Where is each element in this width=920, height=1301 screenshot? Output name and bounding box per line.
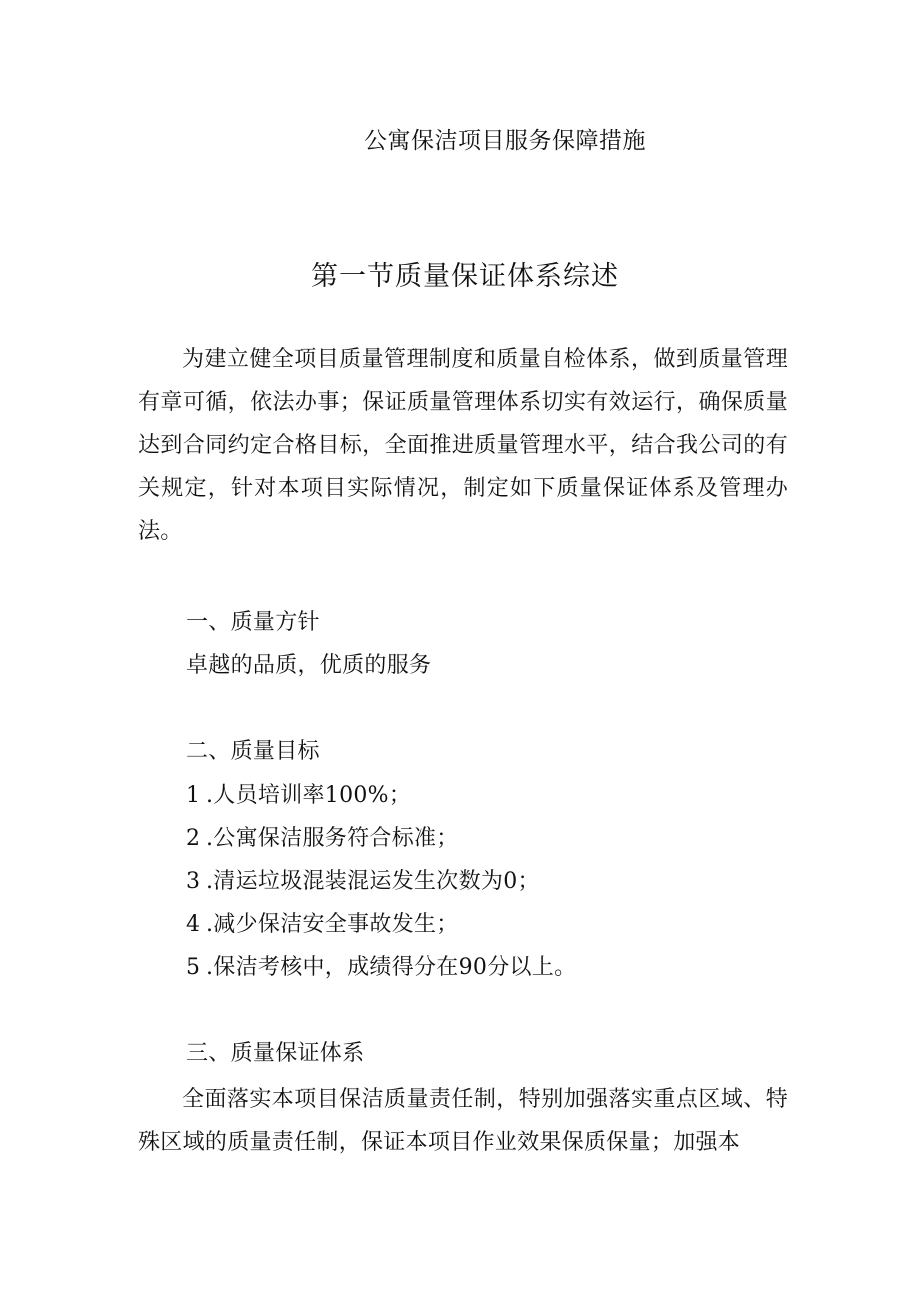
objective-item [186, 824, 459, 854]
objective-number: 5 [186, 955, 201, 980]
objective-text: .减少保洁安全事故发生； [206, 912, 459, 937]
objective-text: .公寓保洁服务符合标准； [206, 826, 459, 851]
quality-policy-heading: 一、质量方针 [186, 610, 320, 635]
objective-number: 3 [186, 869, 201, 894]
objective-number: 2 [186, 826, 201, 851]
section-title: 第一节质量保证体系综述 [311, 261, 619, 292]
objective-number: 1 [186, 783, 201, 808]
objective-text: .人员培训率100%； [206, 783, 412, 808]
quality-system-paragraph: 全面落实本项目保洁质量责任制，特别加强落实重点区域、特殊区域的质量责任制，保证本项目作业效果保质保量；加强本 [138, 1087, 788, 1155]
objective-text: .保洁考核中，成绩得分在90分以上。 [206, 955, 577, 980]
quality-system-heading: 三、质量保证体系 [186, 1041, 365, 1066]
objective-item [186, 867, 540, 897]
quality-policy-text: 卓越的品质，优质的服务 [186, 653, 432, 678]
objective-text: .清运垃圾混装混运发生次数为0； [206, 869, 540, 894]
objective-item [186, 953, 576, 983]
document-title: 公寓保洁项目服务保障措施 [364, 128, 646, 154]
intro-paragraph: 为建立健全项目质量管理制度和质量自检体系，做到质量管理有章可循，依法办事；保证质量管理体系切实有效运行，确保质量达到合同约定合格目标，全面推进质量管理水平，结合我公司的有关规定，针对本项目实际情况，制定如下质量保证体系及管理办法。 [138, 347, 788, 544]
objective-item [186, 910, 459, 940]
objective-number: 4 [186, 912, 201, 937]
objective-item [186, 781, 411, 811]
quality-objectives-heading: 二、质量目标 [186, 739, 320, 764]
